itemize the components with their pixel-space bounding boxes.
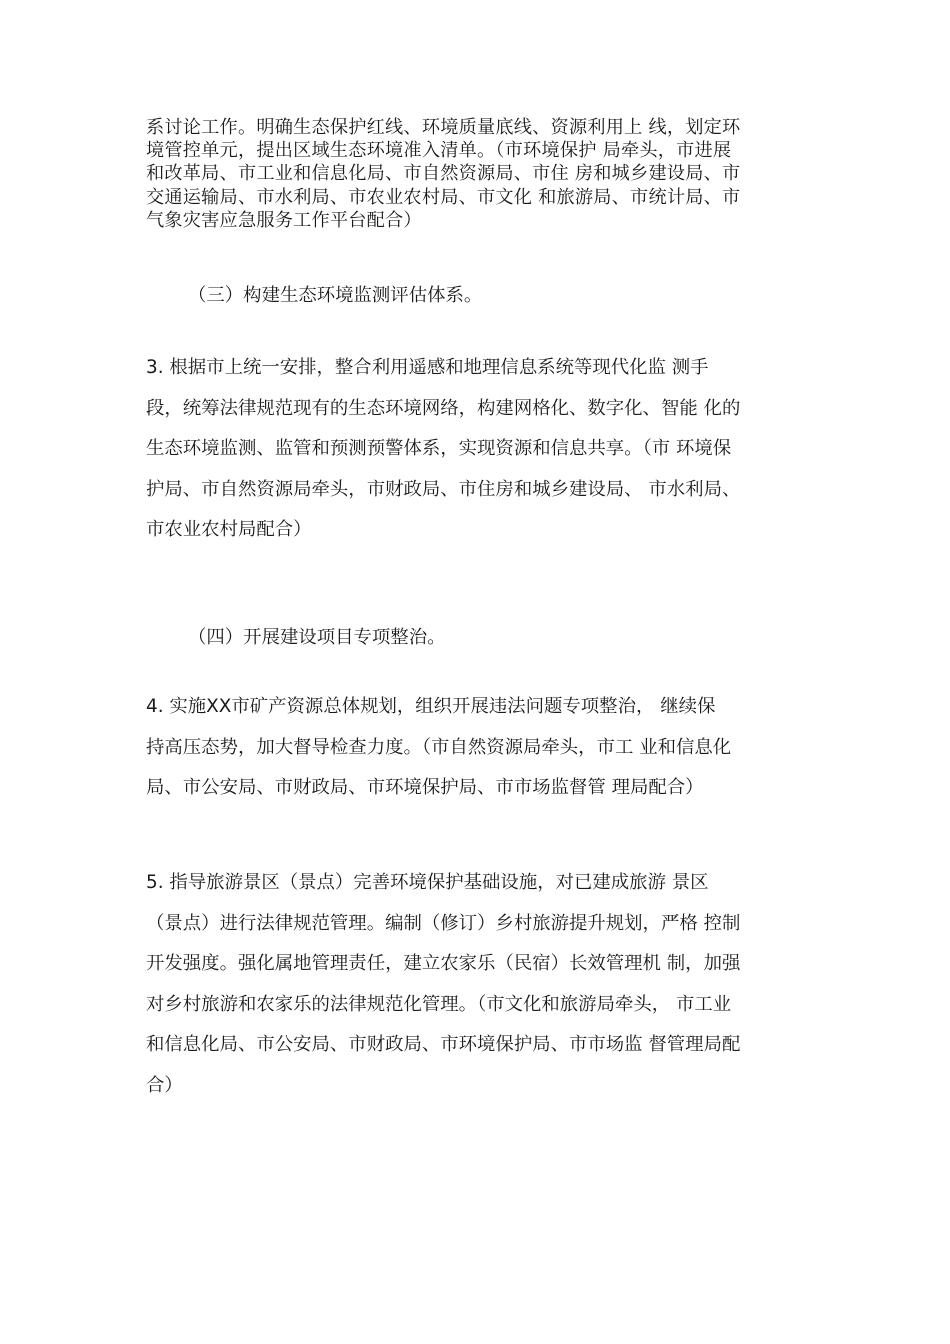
- paragraph-line: 和改革局、市工业和信息化局、市自然资源局、市住 房和城乡建设局、市: [146, 163, 741, 185]
- paragraph-line: 市农业农村局配合）: [146, 519, 312, 540]
- paragraph-line: 护局、市自然资源局牵头，市财政局、市住房和城乡建设局、 市水利局、: [146, 478, 741, 500]
- paragraph-line: 3. 根据市上统一安排，整合利用遥感和地理信息系统等现代化监 测手: [146, 357, 709, 378]
- paragraph-line: （景点）进行法律规范管理。编制（修订）乡村旅游提升规划，严格 控制: [146, 912, 741, 934]
- item-5-paragraph: [146, 863, 822, 1106]
- paragraph-line: 对乡村旅游和农家乐的法律规范化管理。（市文化和旅游局牵头， 市工业: [146, 993, 732, 1015]
- paragraph-line: 气象灾害应急服务工作平台配合）: [146, 209, 422, 231]
- paragraph-line: 系讨论工作。明确生态保护红线、环境质量底线、资源利用上 线，划定环: [146, 117, 741, 138]
- paragraph-line: 境管控单元，提出区域生态环境准入清单。（市环境保护 局牵头，市进展: [146, 140, 732, 162]
- paragraph-line: 4. 实施XX市矿产资源总体规划，组织开展违法问题专项整治， 继续保: [146, 696, 716, 717]
- item-4-paragraph: [146, 687, 822, 809]
- paragraph-line: 5. 指导旅游景区（景点）完善环境保护基础设施，对已建成旅游 景区: [146, 872, 709, 893]
- paragraph-line: 持高压态势，加大督导检查力度。（市自然资源局牵头，市工 业和信息化: [146, 736, 732, 758]
- continued-paragraph: [146, 116, 822, 232]
- paragraph-line: 和信息化局、市公安局、市财政局、市环境保护局、市市场监 督管理局配: [146, 1034, 741, 1055]
- paragraph-line: 合）: [146, 1074, 183, 1096]
- paragraph-line: 开发强度。强化属地管理责任，建立农家乐（民宿）长效管理机 制，加强: [146, 953, 741, 974]
- item-3-paragraph: [146, 348, 822, 551]
- section-heading-3: （三）构建生态环境监测评估体系。: [188, 285, 483, 306]
- paragraph-line: 局、市公安局、市财政局、市环境保护局、市市场监督管 理局配合）: [146, 777, 704, 798]
- paragraph-line: 生态环境监测、监管和预测预警体系，实现资源和信息共享。（市 环境保: [146, 438, 732, 459]
- section-heading-4: （四）开展建设项目专项整治。: [188, 627, 446, 648]
- paragraph-line: 交通运输局、市水利局、市农业农村局、市文化 和旅游局、市统计局、市: [146, 186, 741, 208]
- paragraph-line: 段，统筹法律规范现有的生态环境网络，构建网格化、数字化、智能 化的: [146, 397, 741, 419]
